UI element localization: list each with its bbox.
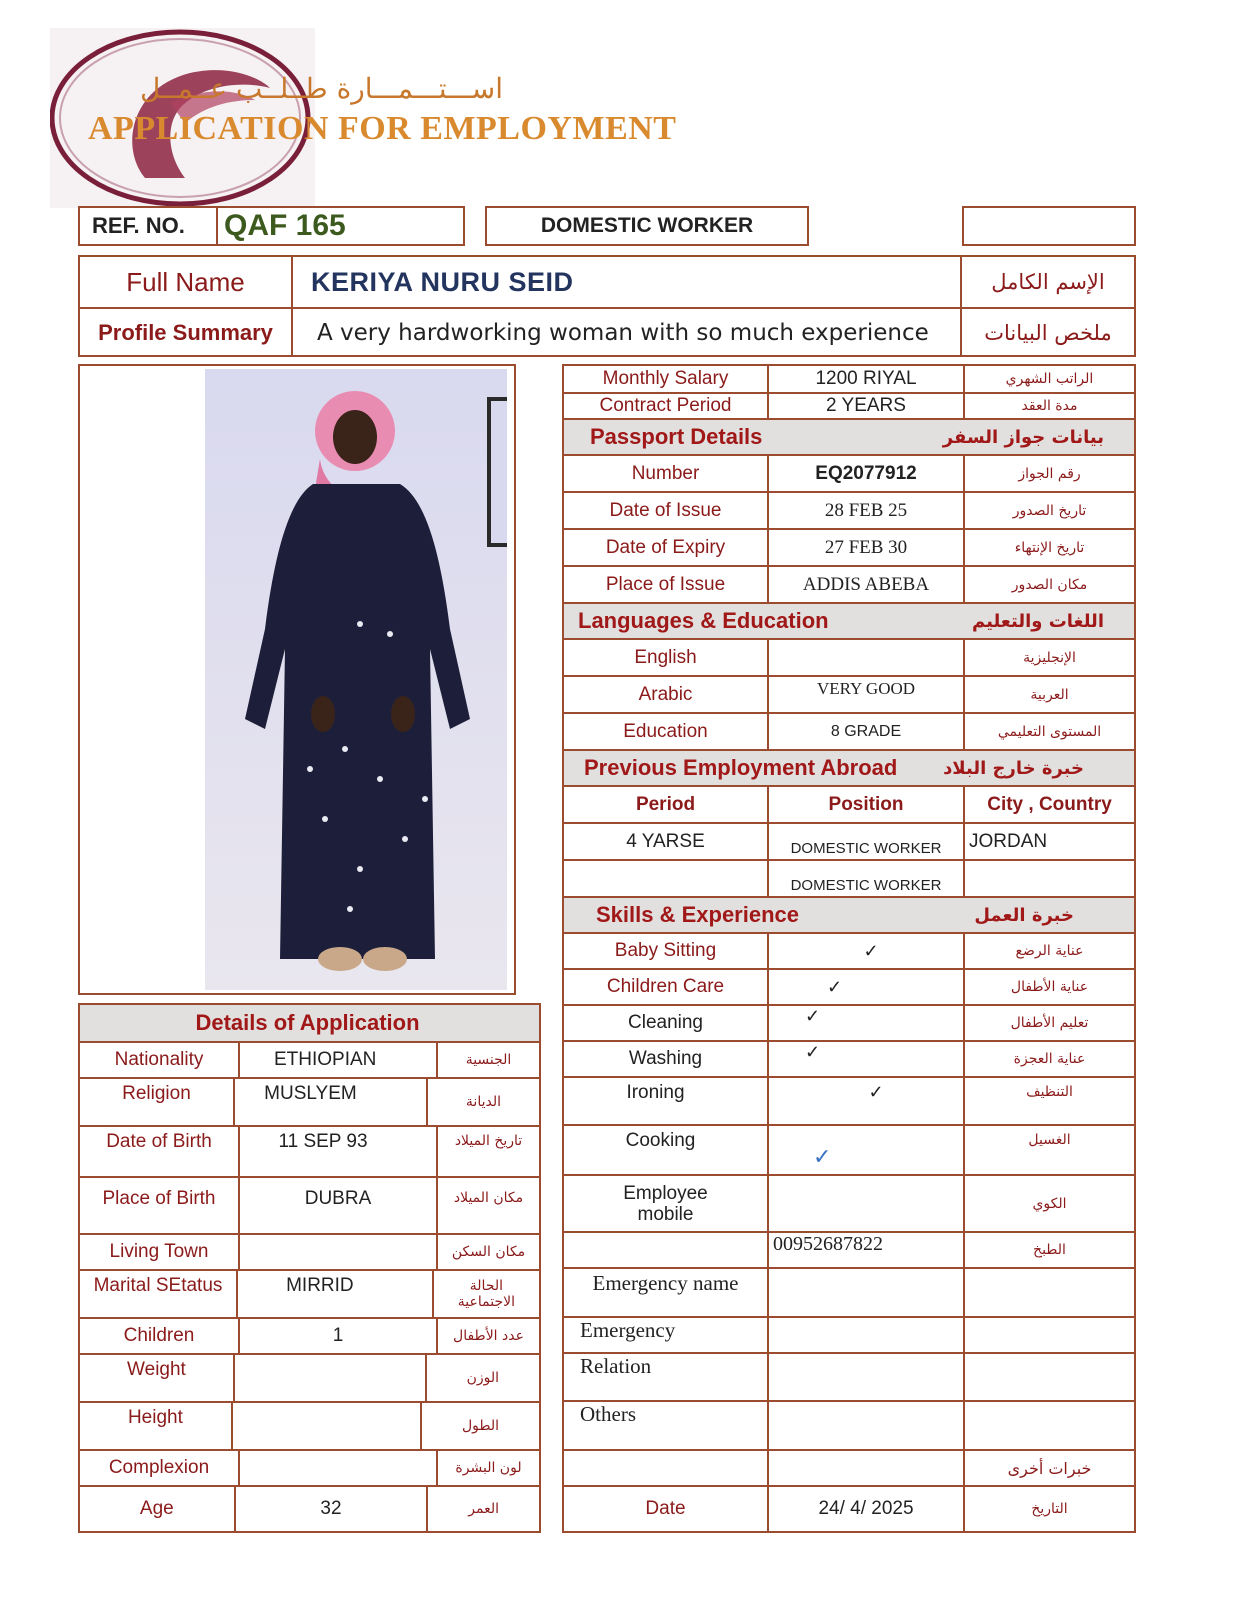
employment-section-header <box>564 749 1134 785</box>
mobile-value-blank <box>564 1233 767 1267</box>
skill-check-icon: ✓ <box>767 1078 963 1124</box>
children-row <box>80 1317 539 1353</box>
employment-title-arabic: خبرة خارج البلاد <box>943 757 1084 779</box>
religion-label-arabic: الديانة <box>426 1079 539 1125</box>
profile-summary-label-arabic: ملخص البيانات <box>984 321 1112 345</box>
mobile-label-row <box>564 1174 1134 1231</box>
passport-number-label-arabic: رقم الجواز <box>963 456 1134 491</box>
expiry-date-label-arabic: تاريخ الإنتهاء <box>963 530 1134 565</box>
emergency-name-label: Emergency name <box>592 1271 739 1295</box>
skill-label-arabic: عناية العجزة <box>963 1042 1134 1076</box>
weight-label-arabic: الوزن <box>425 1355 539 1401</box>
issue-date-label-arabic: تاريخ الصدور <box>963 493 1134 528</box>
issue-place-label: Place of Issue <box>605 573 726 595</box>
skill-label: Washing <box>628 1048 703 1069</box>
others-row <box>564 1400 1134 1449</box>
employment-position: DOMESTIC WORKER <box>767 861 963 896</box>
reference-label: REF. NO. <box>80 208 218 244</box>
height-row <box>80 1401 539 1449</box>
birth-date-label: Date of Birth <box>106 1131 212 1152</box>
other-experience-label-arabic: خبرات أخرى <box>963 1451 1134 1485</box>
salary-label-arabic: الراتب الشهري <box>963 366 1134 392</box>
living-town-value <box>238 1235 436 1269</box>
contract-row <box>564 392 1134 418</box>
passport-number-value: EQ2077912 <box>767 456 963 491</box>
employment-location <box>963 861 1134 896</box>
full-name-label: Full Name <box>80 257 293 307</box>
weight-row <box>80 1353 539 1401</box>
nationality-value: ETHIOPIAN <box>238 1043 436 1077</box>
complexion-label-arabic: لون البشرة <box>436 1451 539 1485</box>
skill-label: Cooking <box>625 1130 696 1151</box>
weight-value <box>233 1355 425 1401</box>
job-title: DOMESTIC WORKER <box>485 206 809 246</box>
religion-row <box>80 1077 539 1125</box>
skills-section-header <box>564 896 1134 932</box>
full-name-label-arabic: الإسم الكامل <box>991 270 1105 294</box>
mobile-label-blank <box>767 1176 963 1231</box>
employment-row <box>564 822 1134 859</box>
skill-row <box>564 1040 1134 1076</box>
arabic-value: VERY GOOD <box>767 677 963 712</box>
arabic-label-arabic: العربية <box>963 677 1134 712</box>
expiry-date-value: 27 FEB 30 <box>767 530 963 565</box>
birth-place-label-arabic: مكان الميلاد <box>436 1178 539 1233</box>
birth-place-label: Place of Birth <box>102 1188 216 1209</box>
skill-check-icon: ✓ <box>767 1126 963 1174</box>
skill-label: Children Care <box>606 976 725 997</box>
english-label-arabic: الإنجليزية <box>963 640 1134 675</box>
age-row <box>80 1485 539 1531</box>
other-experience-blank <box>564 1451 767 1485</box>
complexion-value <box>238 1451 436 1485</box>
birth-date-value: 11 SEP 93 <box>238 1127 436 1176</box>
nationality-label: Nationality <box>114 1049 204 1070</box>
nationality-row <box>80 1041 539 1077</box>
employment-row <box>564 859 1134 896</box>
passport-title-arabic: بيانات جواز السفر <box>942 426 1104 448</box>
emergency-name-row <box>564 1267 1134 1316</box>
skill-label-arabic: عناية الأطفال <box>963 970 1134 1004</box>
name-summary-table <box>78 255 1136 357</box>
emergency-name-extra <box>963 1269 1134 1316</box>
issue-place-value: ADDIS ABEBA <box>767 567 963 602</box>
issue-date-row <box>564 491 1134 528</box>
skill-row <box>564 1004 1134 1040</box>
skill-check-icon: ✓ <box>767 934 963 968</box>
issue-place-row <box>564 565 1134 602</box>
skills-title-arabic: خبرة العمل <box>974 904 1074 926</box>
contract-label-arabic: مدة العقد <box>963 394 1134 418</box>
mobile-label: Employee mobile <box>623 1182 708 1225</box>
employment-period <box>564 861 767 896</box>
issue-place-label-arabic: مكان الصدور <box>963 567 1134 602</box>
skill-check-icon: ✓ <box>767 970 963 1004</box>
english-label: English <box>634 646 697 668</box>
profile-summary-label: Profile Summary <box>80 309 293 357</box>
skill-label-arabic: التنظيف <box>963 1078 1134 1124</box>
passport-section-header <box>564 418 1134 454</box>
employment-position: DOMESTIC WORKER <box>767 824 963 859</box>
relation-value <box>767 1354 963 1400</box>
emergency-extra <box>963 1318 1134 1352</box>
application-title: Details of Application <box>195 1010 420 1035</box>
form-title: APPLICATION FOR EMPLOYMENT <box>88 110 677 147</box>
arabic-row <box>564 675 1134 712</box>
expiry-date-row <box>564 528 1134 565</box>
others-value <box>767 1402 963 1449</box>
date-value: 24/ 4/ 2025 <box>767 1487 963 1531</box>
relation-row <box>564 1352 1134 1400</box>
children-label: Children <box>123 1325 195 1346</box>
right-details-table <box>562 364 1136 1533</box>
height-label-arabic: الطول <box>420 1403 539 1449</box>
mobile-value-arabic: الطبخ <box>963 1233 1134 1267</box>
salary-value: 1200 RIYAL <box>767 366 963 392</box>
date-row <box>564 1485 1134 1531</box>
marital-status-value: MIRRID <box>236 1271 432 1317</box>
profile-summary-row <box>80 307 1134 357</box>
birth-place-value: DUBRA <box>238 1178 436 1233</box>
relation-label: Relation <box>580 1354 652 1378</box>
age-label: Age <box>139 1498 174 1519</box>
full-name-value: KERIYA NURU SEID <box>293 257 962 307</box>
mobile-value: 00952687822 <box>767 1233 963 1267</box>
skill-label-arabic: الغسيل <box>963 1126 1134 1174</box>
form-title-arabic: اســـتـــمـــارة طــلــب عــمــل <box>140 72 504 105</box>
passport-number-row <box>564 454 1134 491</box>
mobile-label-arabic: الكوي <box>963 1176 1134 1231</box>
blank-box <box>962 206 1136 246</box>
skill-check-icon: ✓ <box>767 1006 963 1040</box>
skill-label-arabic: عناية الرضع <box>963 934 1134 968</box>
issue-date-label: Date of Issue <box>609 499 722 521</box>
full-name-row <box>80 257 1134 307</box>
age-label-arabic: العمر <box>426 1487 539 1531</box>
skills-title: Skills & Experience <box>596 902 799 927</box>
emergency-value <box>767 1318 963 1352</box>
other-experience-row <box>564 1449 1134 1485</box>
arabic-label: Arabic <box>638 683 693 705</box>
children-label-arabic: عدد الأطفال <box>436 1319 539 1353</box>
date-label: Date <box>645 1498 686 1519</box>
marital-status-row <box>80 1269 539 1317</box>
employment-location: JORDAN <box>963 824 1134 859</box>
languages-title-arabic: اللغات والتعليم <box>972 610 1104 632</box>
contract-value: 2 YEARS <box>767 394 963 418</box>
marital-status-label: Marital SEtatus <box>93 1275 223 1296</box>
emergency-label: Emergency <box>580 1318 676 1342</box>
living-town-label-arabic: مكان السكن <box>436 1235 539 1269</box>
education-row <box>564 712 1134 749</box>
education-label-arabic: المستوى التعليمي <box>963 714 1134 749</box>
employment-header-row <box>564 785 1134 822</box>
period-header: Period <box>635 793 696 815</box>
education-value: 8 GRADE <box>767 714 963 749</box>
applicant-photo <box>205 369 507 990</box>
expiry-date-label: Date of Expiry <box>605 536 726 558</box>
application-section-header <box>80 1005 539 1041</box>
skill-row <box>564 932 1134 968</box>
skill-label: Baby Sitting <box>614 940 717 961</box>
english-row <box>564 638 1134 675</box>
other-experience-value <box>767 1451 963 1485</box>
emergency-name-value <box>767 1269 963 1316</box>
date-label-arabic: التاريخ <box>963 1487 1134 1531</box>
age-value: 32 <box>234 1487 427 1531</box>
birth-date-row <box>80 1125 539 1176</box>
employment-title: Previous Employment Abroad <box>584 755 898 780</box>
birth-date-label-arabic: تاريخ الميلاد <box>436 1127 539 1176</box>
location-header: City , Country <box>963 787 1134 822</box>
passport-title: Passport Details <box>590 424 763 449</box>
others-label: Others <box>580 1402 636 1426</box>
living-town-row <box>80 1233 539 1269</box>
position-header: Position <box>767 787 963 822</box>
reference-number-box <box>78 206 465 246</box>
salary-row <box>564 366 1134 392</box>
mobile-value-row <box>564 1231 1134 1267</box>
profile-summary-value: A very hardworking woman with so much experience <box>293 309 962 357</box>
english-value <box>767 640 963 675</box>
complexion-row <box>80 1449 539 1485</box>
application-details-table <box>78 1003 541 1533</box>
issue-date-value: 28 FEB 25 <box>767 493 963 528</box>
height-value <box>231 1403 420 1449</box>
living-town-label: Living Town <box>109 1241 209 1262</box>
education-label: Education <box>623 720 708 742</box>
nationality-label-arabic: الجنسية <box>436 1043 539 1077</box>
height-label: Height <box>127 1407 183 1428</box>
skill-label-arabic: تعليم الأطفال <box>963 1006 1134 1040</box>
complexion-label: Complexion <box>108 1457 210 1478</box>
employment-period: 4 YARSE <box>626 830 705 852</box>
passport-number-label: Number <box>631 462 700 484</box>
salary-label: Monthly Salary <box>602 368 729 389</box>
contract-label: Contract Period <box>599 395 732 416</box>
languages-section-header <box>564 602 1134 638</box>
weight-label: Weight <box>127 1359 186 1380</box>
skill-label: Cleaning <box>628 1012 703 1033</box>
others-extra <box>963 1402 1134 1449</box>
skill-row <box>564 1124 1134 1174</box>
skill-check-icon: ✓ <box>767 1042 963 1076</box>
religion-label: Religion <box>122 1083 191 1104</box>
birth-place-row <box>80 1176 539 1233</box>
children-value: 1 <box>238 1319 436 1353</box>
skill-row <box>564 968 1134 1004</box>
skill-row <box>564 1076 1134 1124</box>
languages-title: Languages & Education <box>578 608 829 633</box>
skill-label: Ironing <box>626 1082 685 1103</box>
relation-extra <box>963 1354 1134 1400</box>
photo-frame <box>78 364 516 995</box>
marital-status-label-arabic: الحالة الاجتماعية <box>432 1271 539 1317</box>
religion-value: MUSLYEM <box>233 1079 426 1125</box>
reference-value: QAF 165 <box>224 209 346 242</box>
emergency-row <box>564 1316 1134 1352</box>
